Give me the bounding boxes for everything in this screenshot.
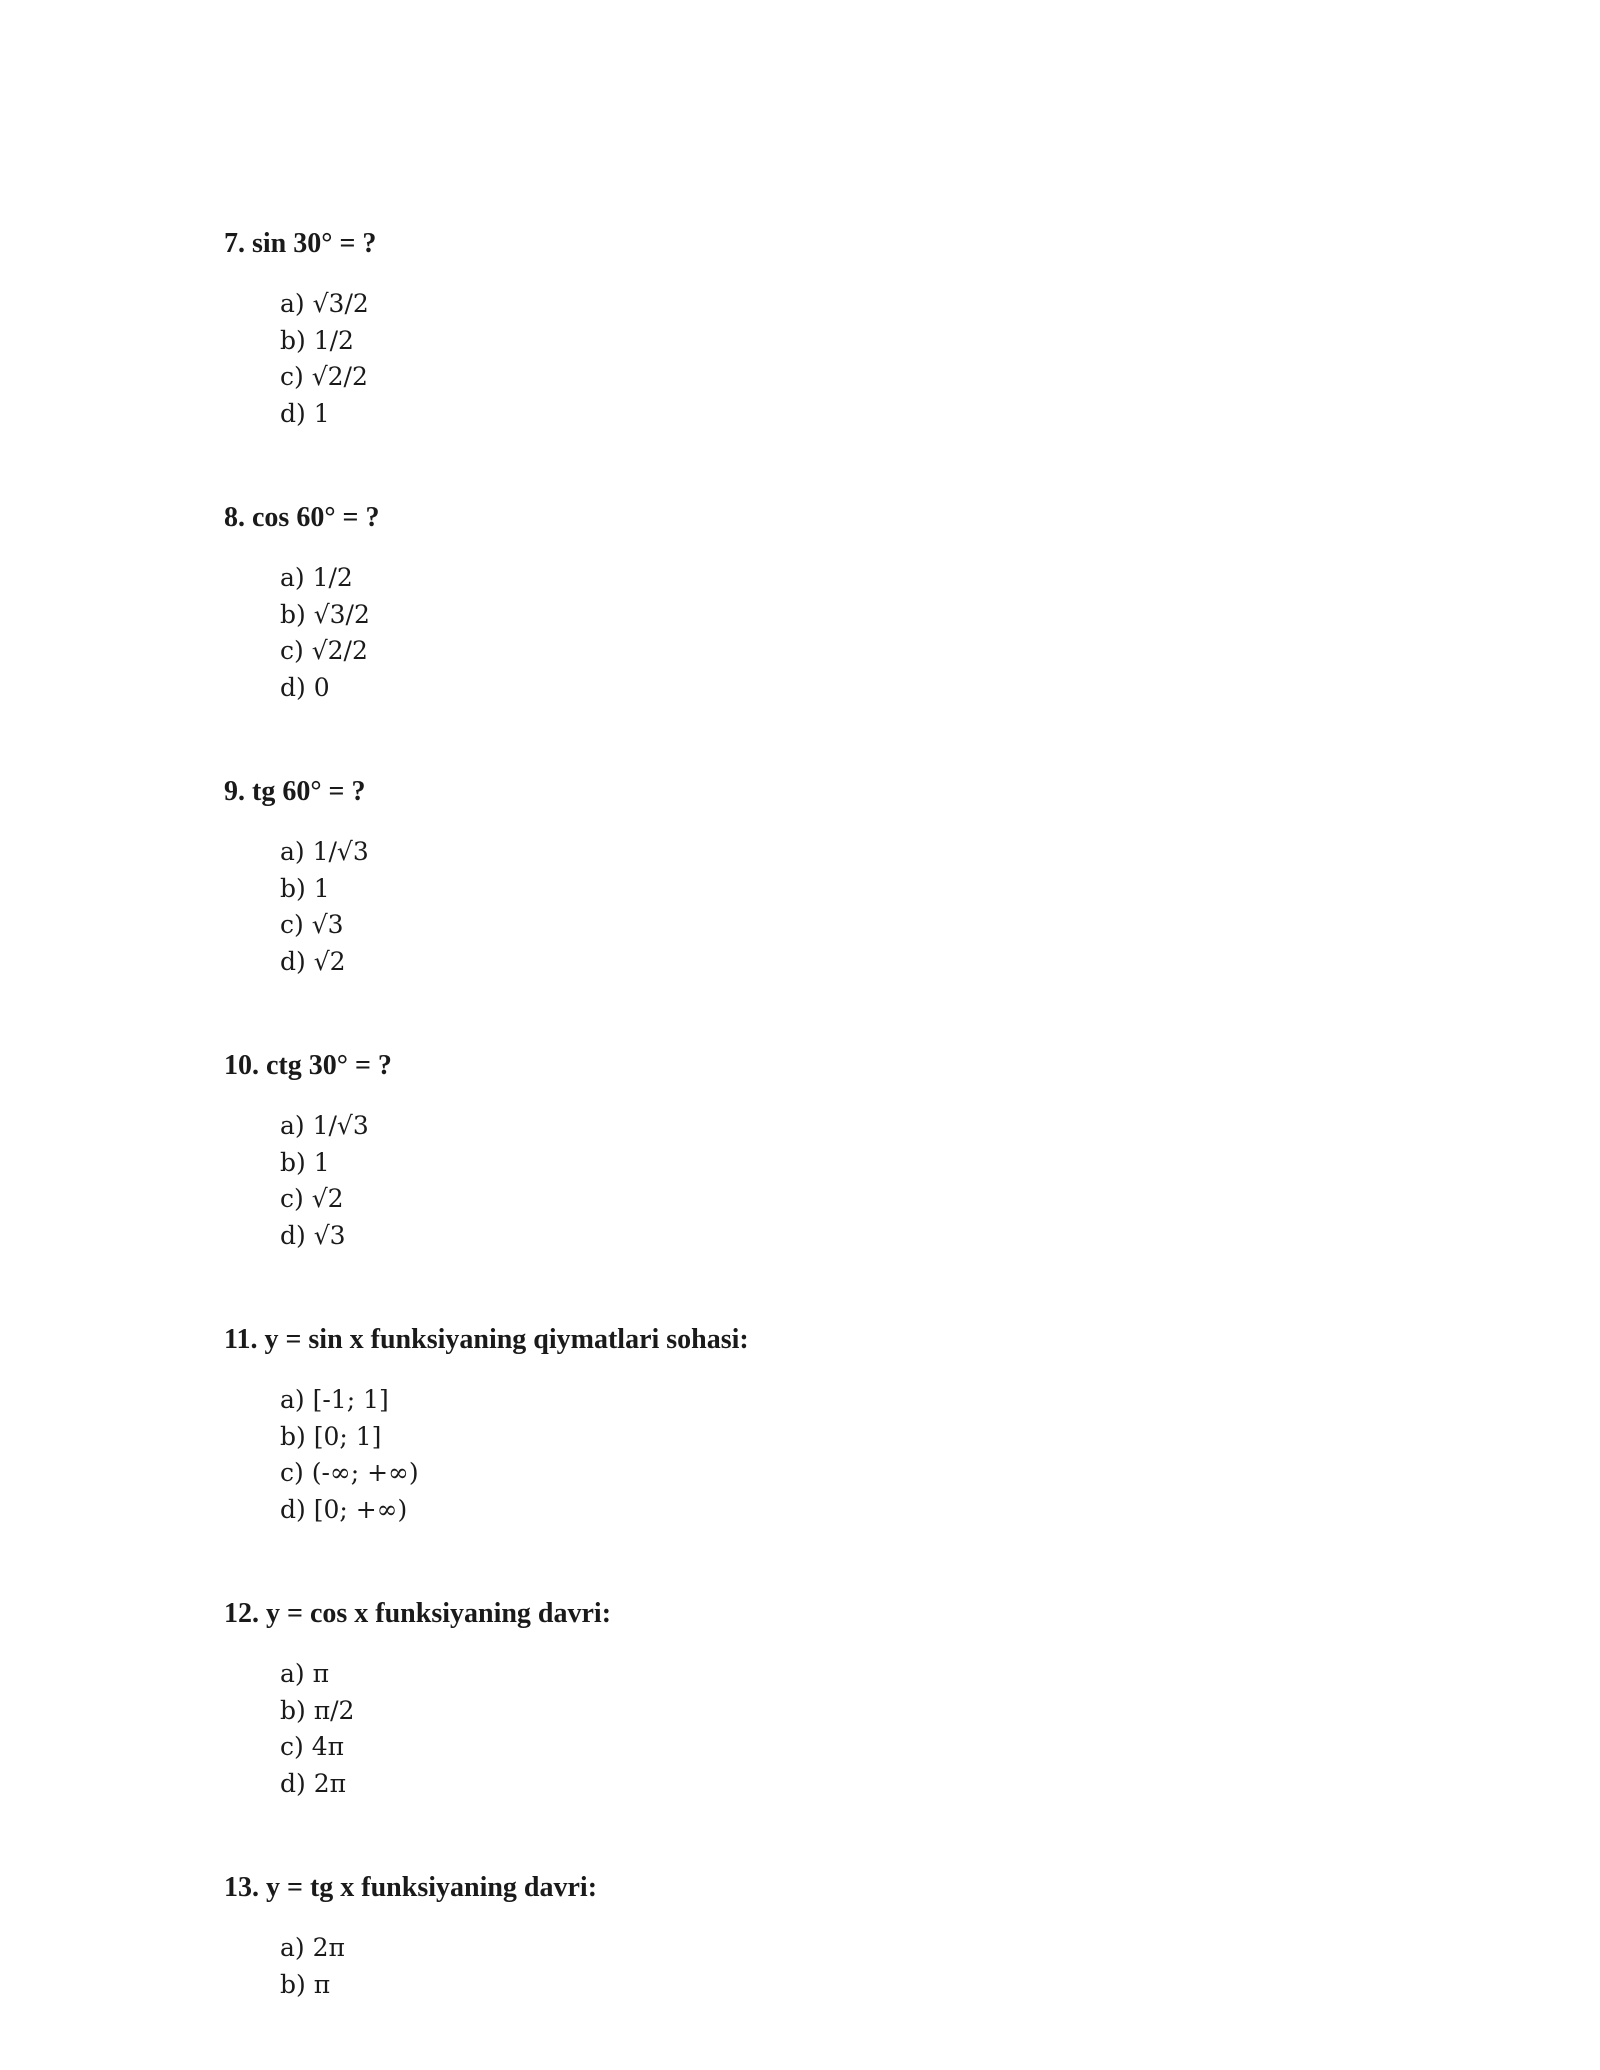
answer-option-d: d) √3 <box>280 1220 346 1250</box>
answer-option-b: b) π <box>280 1969 331 1999</box>
answer-option-d: d) [0; +∞) <box>280 1494 408 1524</box>
question-title: 8. cos 60° = ? <box>224 502 380 533</box>
answer-option-a: a) [-1; 1] <box>280 1385 389 1414</box>
question-11 <box>224 1320 1424 1528</box>
answer-option-c: c) (-∞; +∞) <box>280 1458 419 1487</box>
answer-option-c: c) √2/2 <box>280 636 368 665</box>
question-10 <box>224 1046 1424 1254</box>
answer-option-c: c) 4π <box>280 1732 345 1761</box>
answer-options <box>224 1382 1424 1528</box>
answer-option-b: b) 1 <box>280 873 330 903</box>
answer-option-a: a) 1/√3 <box>280 837 369 866</box>
answer-options <box>224 560 1424 706</box>
answer-options <box>224 1108 1424 1254</box>
answer-option-a: a) π <box>280 1659 330 1688</box>
answer-option-b: b) 1/2 <box>280 325 354 355</box>
question-title: 10. ctg 30° = ? <box>224 1050 392 1081</box>
answer-option-c: c) √2 <box>280 1184 344 1213</box>
answer-option-b: b) 1 <box>280 1147 330 1177</box>
answer-option-b: b) π/2 <box>280 1695 355 1725</box>
answer-option-c: c) √2/2 <box>280 362 368 391</box>
question-8 <box>224 498 1424 706</box>
answer-option-a: a) √3/2 <box>280 289 369 318</box>
answer-option-d: d) √2 <box>280 946 346 976</box>
answer-option-b: b) √3/2 <box>280 599 370 629</box>
question-title: 11. y = sin x funksiyaning qiymatlari sohasi: <box>224 1324 749 1355</box>
answer-options <box>224 286 1424 432</box>
answer-options <box>224 1656 1424 1802</box>
answer-option-d: d) 1 <box>280 398 330 428</box>
question-12 <box>224 1594 1424 1802</box>
answer-option-a: a) 1/√3 <box>280 1111 369 1140</box>
answer-option-a: a) 1/2 <box>280 563 353 592</box>
answer-options <box>224 1930 1424 2003</box>
question-title: 12. y = cos x funksiyaning davri: <box>224 1598 612 1629</box>
answer-option-a: a) 2π <box>280 1933 345 1962</box>
question-title: 9. tg 60° = ? <box>224 776 366 807</box>
question-title: 7. sin 30° = ? <box>224 228 377 259</box>
question-title: 13. y = tg x funksiyaning davri: <box>224 1872 598 1903</box>
question-9 <box>224 772 1424 980</box>
answer-option-d: d) 2π <box>280 1768 347 1798</box>
question-13 <box>224 1868 1424 2003</box>
answer-option-c: c) √3 <box>280 910 344 939</box>
document-page <box>224 224 1424 2003</box>
answer-options <box>224 834 1424 980</box>
answer-option-b: b) [0; 1] <box>280 1421 382 1451</box>
answer-option-d: d) 0 <box>280 672 330 702</box>
question-7 <box>224 224 1424 432</box>
